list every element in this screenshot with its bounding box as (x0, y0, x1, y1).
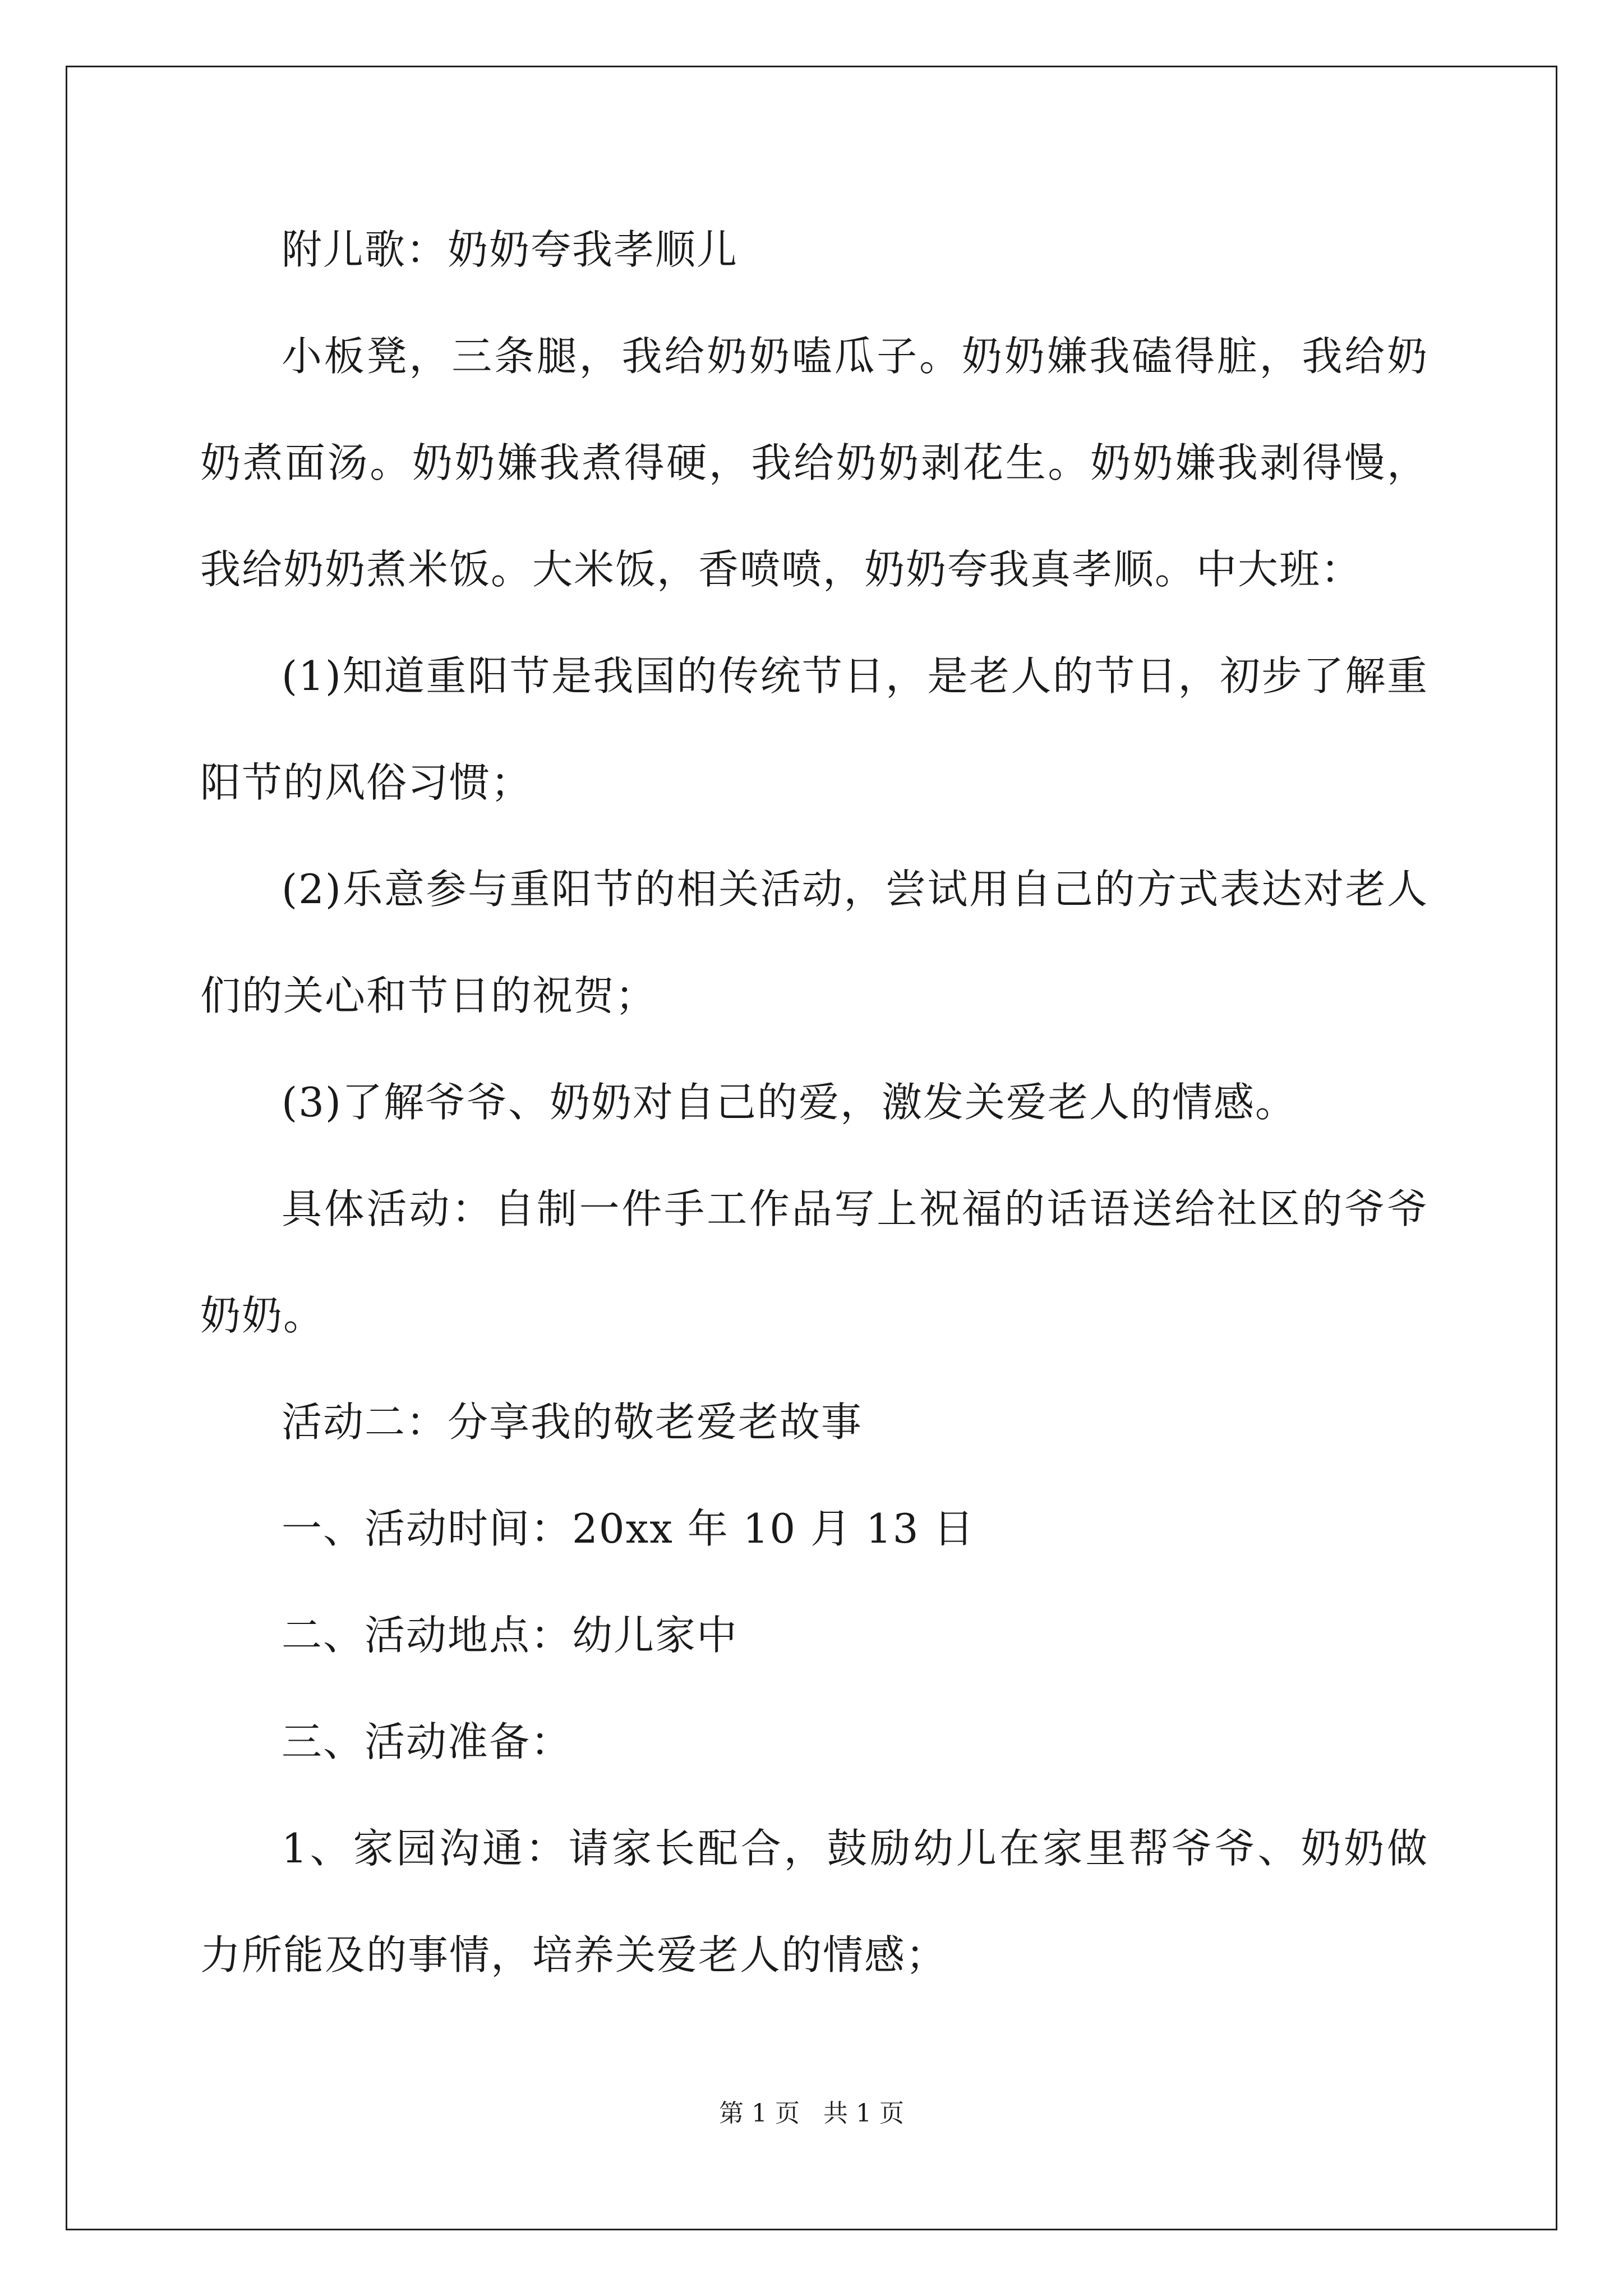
paragraph-song-lyrics: 小板凳，三条腿，我给奶奶嗑瓜子。奶奶嫌我磕得脏，我给奶奶煮面汤。奶奶嫌我煮得硬，我给奶奶剥花生。奶奶嫌我剥得慢，我给奶奶煮米饭。大米饭，香喷喷，奶奶夸我真孝顺。中大班： (200, 333, 1428, 593)
document-body (200, 196, 1428, 2008)
paragraph-activity-preparation: 三、活动准备： (282, 1718, 573, 1765)
page-number-total: 共 1 页 (823, 2099, 904, 2128)
paragraph-activity-location: 二、活动地点：幼儿家中 (282, 1612, 739, 1659)
paragraph-activity-two-heading: 活动二：分享我的敬老爱老故事 (282, 1398, 863, 1446)
paragraph-goal-3: (3)了解爷爷、奶奶对自己的爱，激发关爱老人的情感。 (282, 1079, 1297, 1126)
page-footer (0, 2097, 1623, 2131)
paragraph-song-title: 附儿歌：奶奶夸我孝顺儿 (282, 226, 739, 273)
page-number-current: 第 1 页 (719, 2099, 800, 2128)
paragraph-goal-2: (2)乐意参与重阳节的相关活动，尝试用自己的方式表达对老人们的关心和节日的祝贺； (200, 866, 1428, 1019)
paragraph-specific-activity: 具体活动：自制一件手工作品写上祝福的话语送给社区的爷爷奶奶。 (200, 1185, 1428, 1339)
paragraph-activity-time: 一、活动时间：20xx 年 10 月 13 日 (282, 1505, 975, 1552)
paragraph-home-communication: 1、家园沟通：请家长配合，鼓励幼儿在家里帮爷爷、奶奶做力所能及的事情，培养关爱老人的情感； (200, 1825, 1428, 1978)
paragraph-goal-1: (1)知道重阳节是我国的传统节日，是老人的节日，初步了解重阳节的风俗习惯； (200, 652, 1428, 806)
